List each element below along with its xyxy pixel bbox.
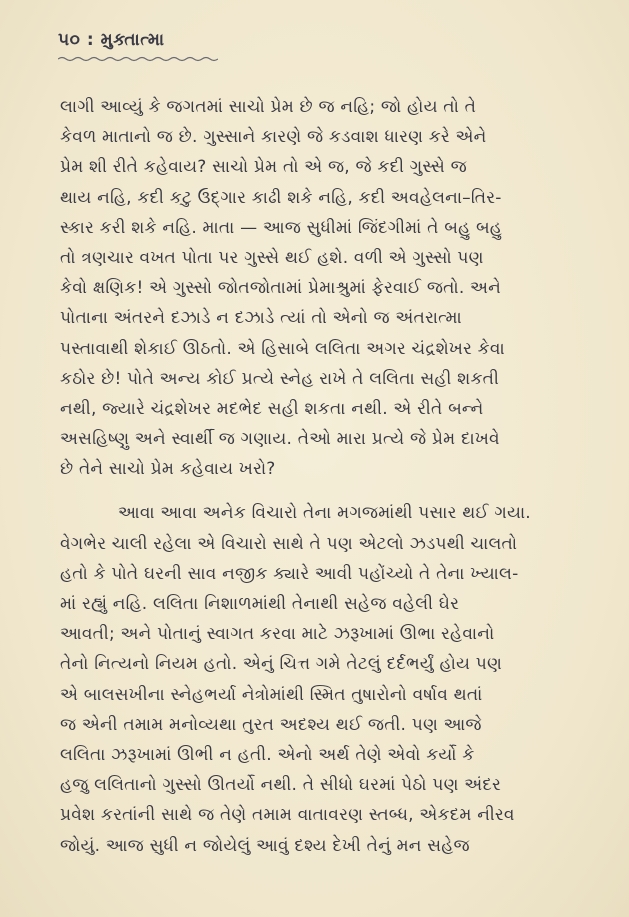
text-line: એ બાલસખીના સ્નેહભર્યા નેત્રોમાંથી સ્મિત તુષારોનો વર્ષાવ થતાં xyxy=(60,684,483,705)
text-line: જોયું. આજ સુધી ન જોયેલું આવું દશ્ય દેખી તેનું મન સહેજ xyxy=(60,835,470,856)
body-text xyxy=(60,92,605,861)
text-line: તેનો નિત્યનો નિયમ હતો. એનું ચિત્ત ગમે તેટલું દર્દભર્યું હોય પણ xyxy=(60,654,503,675)
text-line: સ્કાર કરી શકે નહિ. માતા — આજ સુધીમાં જિંદગીમાં તે બહુ બહુ xyxy=(60,217,503,238)
text-line: પ્રવેશ કરતાંની સાથે જ તેણે તમામ વાતાવરણ સ્તબ્ધ, એકદમ નીરવ xyxy=(60,805,515,826)
book-title: મુક્તાત્મા xyxy=(100,30,165,50)
text-line: માં રહ્યું નહિ. લલિતા નિશાળમાંથી તેનાથી સહેજ વહેલી ઘેર xyxy=(60,594,460,614)
text-line: પસ્તાવાથી શેકાઈ ઊઠતો. એ હિસાબે લલિતા અગર ચંદ્રશેખર કેવા xyxy=(60,338,505,359)
running-header xyxy=(58,30,164,50)
text-line: લાગી આવ્યું કે જગતમાં સાચો પ્રેમ છે જ નહિ; જો હોય તો તે xyxy=(60,97,477,117)
text-line: હતો કે પોતે ઘરની સાવ નજીક ક્યારે આવી પહોંચ્યો તે તેના ખ્યાલ- xyxy=(60,563,519,584)
text-line: તો ત્રણચાર વખત પોતા પર ગુસ્સે થઈ હશે. વળી એ ગુસ્સો પણ xyxy=(60,247,484,268)
text-line: થાય નહિ, કદી કટુ ઉદ્ગાર કાઢી શકે નહિ, કદી અવહેલના–તિર- xyxy=(60,187,502,208)
paragraph-2 xyxy=(60,498,605,860)
paragraph-gap xyxy=(60,484,605,498)
text-line: લલિતા ઝરૂખામાં ઊભી ન હતી. એનો અર્થ તેણે એવો કર્યો કે xyxy=(60,744,475,765)
text-line: પ્રેમ શી રીતે કહેવાય? સાચો પ્રેમ તો એ જ, જે કદી ગુસ્સે જ xyxy=(60,157,467,178)
text-line: હજુ લલિતાનો ગુસ્સો ઊતર્યો નથી. તે સીધો ઘરમાં પેઠો પણ અંદર xyxy=(60,775,502,796)
text-line: જ એની તમામ મનોવ્યથા તુરત અદશ્ય થઈ જતી. પણ આજે xyxy=(60,714,482,735)
text-line: પોતાના અંતરને દઝાડે ન દઝાડે ત્યાં તો એનો જ અંતરાત્મા xyxy=(60,308,462,329)
text-line: છે તેને સાચો પ્રેમ કહેવાય ખરો? xyxy=(60,459,276,480)
text-line: અસહિષ્ણુ અને સ્વાર્થી જ ગણાય. તેઓ મારા પ્રત્યે જે પ્રેમ દાખવે xyxy=(60,429,500,450)
text-line: કેવો ક્ષણિક! એ ગુસ્સો જોતજોતામાં પ્રેમાશ્રુમાં ફેરવાઈ જતો. અને xyxy=(60,278,502,299)
page-number: ૫૦ xyxy=(58,30,81,50)
header-separator: : xyxy=(86,30,95,50)
paragraph-1 xyxy=(60,92,605,484)
text-line: વેગભેર ચાલી રહેલા એ વિચારો સાથે તે પણ એટલો ઝડપથી ચાલતો xyxy=(60,533,518,554)
text-line: કેવળ માતાનો જ છે. ગુસ્સાને કારણે જે કડવાશ ધારણ કરે એને xyxy=(60,127,487,148)
text-line: નથી, જ્યારે ચંદ્રશેખર મદભેદ સહી શકતા નથી. એ રીતે બન્ને xyxy=(60,398,484,419)
header-wavy-underline xyxy=(58,56,218,62)
text-line: કઠોર છે! પોતે અન્ય કોઈ પ્રત્યે સ્નેહ રાખે તે લલિતા સહી શકતી xyxy=(60,368,500,389)
text-line: આવતી; અને પોતાનું સ્વાગત કરવા માટે ઝરૂખામાં ઊભા રહેવાનો xyxy=(60,624,495,645)
text-line: આવા આવા અનેક વિચારો તેના મગજમાંથી પસાર થઈ ગયા. xyxy=(118,503,531,524)
